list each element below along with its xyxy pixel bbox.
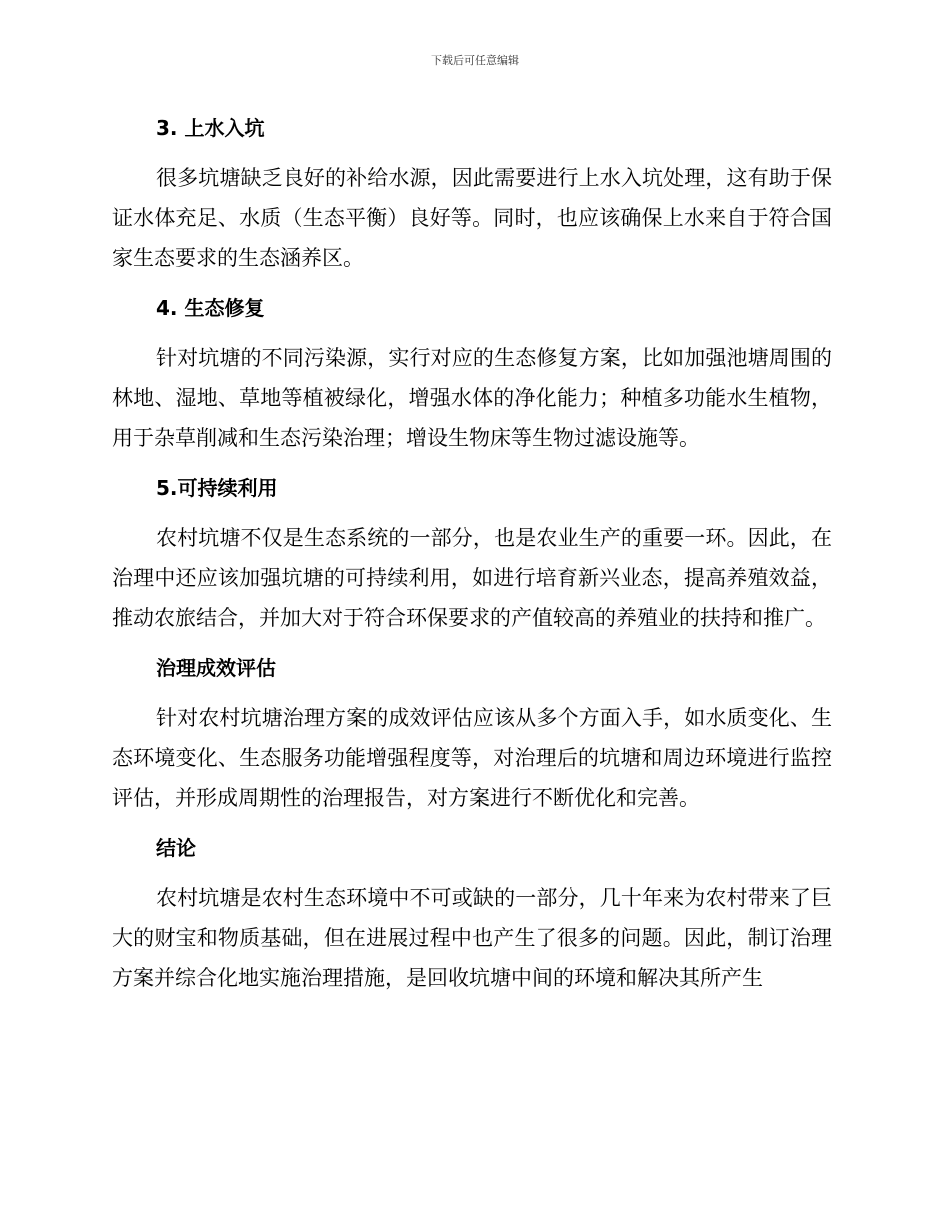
section-conclusion (112, 828, 832, 998)
section-paragraph: 针对坑塘的不同污染源，实行对应的生态修复方案，比如加强池塘周围的林地、湿地、草地等植被绿化，增强水体的净化能力；种植多功能水生植物，用于杂草削减和生态污染治理；增设生物床等生物过滤设施等。 (112, 346, 832, 450)
section-heading: 4. 生态修复 (156, 296, 265, 320)
section-heading: 治理成效评估 (156, 656, 276, 680)
section-heading: 3. 上水入坑 (156, 116, 265, 140)
section-paragraph: 针对农村坑塘治理方案的成效评估应该从多个方面入手，如水质变化、生态环境变化、生态服务功能增强程度等，对治理后的坑塘和周边环境进行监控评估，并形成周期性的治理报告，对方案进行不断优化和完善。 (112, 706, 832, 810)
section-sustainable-use (112, 468, 832, 638)
section-paragraph: 农村坑塘是农村生态环境中不可或缺的一部分，几十年来为农村带来了巨大的财宝和物质基础，但在进展过程中也产生了很多的问题。因此，制订治理方案并综合化地实施治理措施，是回收坑塘中间的环境和解决其所产生 (112, 886, 832, 990)
page-header: 下载后可任意编辑 (431, 54, 519, 67)
section-heading: 5.可持续利用 (156, 476, 278, 500)
section-effectiveness-evaluation (112, 648, 832, 818)
section-paragraph: 农村坑塘不仅是生态系统的一部分，也是农业生产的重要一环。因此，在治理中还应该加强坑塘的可持续利用，如进行培育新兴业态，提高养殖效益，推动农旅结合，并加大对于符合环保要求的产值较高的养殖业的扶持和推广。 (112, 526, 832, 630)
document-body (112, 108, 832, 1008)
section-paragraph: 很多坑塘缺乏良好的补给水源，因此需要进行上水入坑处理，这有助于保证水体充足、水质（生态平衡）良好等。同时，也应该确保上水来自于符合国家生态要求的生态涵养区。 (112, 166, 832, 270)
section-heading: 结论 (156, 836, 196, 860)
section-water-intake (112, 108, 832, 278)
section-ecological-restoration (112, 288, 832, 458)
